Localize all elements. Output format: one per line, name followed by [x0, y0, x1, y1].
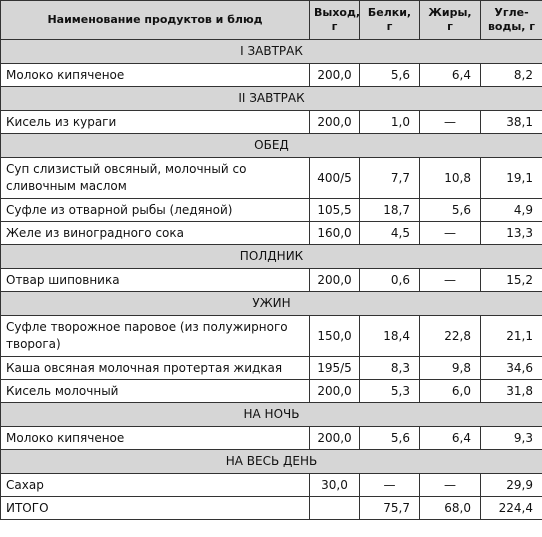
section-title: ОБЕД — [1, 134, 542, 158]
header-protein: Белки, г — [360, 1, 420, 40]
section-breakfast-1 — [1, 40, 542, 64]
protein-value: 5,6 — [360, 427, 420, 450]
protein-value: 0,6 — [360, 269, 420, 292]
table-row — [1, 269, 542, 292]
fat-value: — — [420, 474, 481, 497]
header-yield: Выход, г — [310, 1, 360, 40]
carbs-value: 29,9 — [481, 474, 542, 497]
yield-value: 400/5 — [310, 158, 360, 199]
fat-value: — — [420, 269, 481, 292]
fat-value: 5,6 — [420, 199, 481, 222]
total-label: ИТОГО — [1, 497, 310, 520]
table-row — [1, 474, 542, 497]
header-product-name: Наименование продуктов и блюд — [1, 1, 310, 40]
protein-value: — — [360, 474, 420, 497]
product-name: Суфле из отварной рыбы (ледяной) — [1, 199, 310, 222]
carbs-value: 21,1 — [481, 316, 542, 357]
yield-value: 200,0 — [310, 111, 360, 134]
product-name: Желе из виноградного сока — [1, 222, 310, 245]
header-carbs: Угле-воды, г — [481, 1, 542, 40]
fat-value: 6,4 — [420, 427, 481, 450]
header-row — [1, 1, 542, 40]
fat-value: 6,0 — [420, 380, 481, 403]
yield-value: 30,0 — [310, 474, 360, 497]
fat-value: — — [420, 111, 481, 134]
protein-value: 5,6 — [360, 64, 420, 87]
table-row — [1, 316, 542, 357]
total-row — [1, 497, 542, 520]
protein-total: 75,7 — [360, 497, 420, 520]
section-title: НА ВЕСЬ ДЕНЬ — [1, 450, 542, 474]
section-dinner — [1, 292, 542, 316]
section-night — [1, 403, 542, 427]
carbs-value: 8,2 — [481, 64, 542, 87]
fat-value: 9,8 — [420, 357, 481, 380]
yield-value: 200,0 — [310, 427, 360, 450]
table-row — [1, 357, 542, 380]
section-breakfast-2 — [1, 87, 542, 111]
fat-value: 6,4 — [420, 64, 481, 87]
yield-value: 200,0 — [310, 269, 360, 292]
yield-value: 195/5 — [310, 357, 360, 380]
protein-value: 7,7 — [360, 158, 420, 199]
carbs-value: 15,2 — [481, 269, 542, 292]
protein-value: 18,7 — [360, 199, 420, 222]
protein-value: 5,3 — [360, 380, 420, 403]
product-name: Молоко кипяченое — [1, 64, 310, 87]
product-name: Кисель из кураги — [1, 111, 310, 134]
protein-value: 8,3 — [360, 357, 420, 380]
section-whole-day — [1, 450, 542, 474]
carbs-total: 224,4 — [481, 497, 542, 520]
yield-value: 200,0 — [310, 380, 360, 403]
section-title: НА НОЧЬ — [1, 403, 542, 427]
yield-value: 160,0 — [310, 222, 360, 245]
carbs-value: 31,8 — [481, 380, 542, 403]
table-row — [1, 380, 542, 403]
yield-value: 105,5 — [310, 199, 360, 222]
carbs-value: 4,9 — [481, 199, 542, 222]
product-name: Сахар — [1, 474, 310, 497]
section-title: I ЗАВТРАК — [1, 40, 542, 64]
product-name: Молоко кипяченое — [1, 427, 310, 450]
carbs-value: 9,3 — [481, 427, 542, 450]
yield-value: 150,0 — [310, 316, 360, 357]
protein-value: 18,4 — [360, 316, 420, 357]
section-title: УЖИН — [1, 292, 542, 316]
section-title: II ЗАВТРАК — [1, 87, 542, 111]
fat-value: — — [420, 222, 481, 245]
table-row — [1, 222, 542, 245]
table-row — [1, 199, 542, 222]
section-title: ПОЛДНИК — [1, 245, 542, 269]
protein-value: 4,5 — [360, 222, 420, 245]
fat-value: 22,8 — [420, 316, 481, 357]
table-row — [1, 427, 542, 450]
product-name: Отвар шиповника — [1, 269, 310, 292]
section-afternoon-snack — [1, 245, 542, 269]
carbs-value: 19,1 — [481, 158, 542, 199]
table-row — [1, 64, 542, 87]
header-fat: Жиры, г — [420, 1, 481, 40]
product-name: Кисель молочный — [1, 380, 310, 403]
yield-value: 200,0 — [310, 64, 360, 87]
table-row — [1, 111, 542, 134]
product-name: Каша овсяная молочная протертая жидкая — [1, 357, 310, 380]
protein-value: 1,0 — [360, 111, 420, 134]
carbs-value: 34,6 — [481, 357, 542, 380]
carbs-value: 38,1 — [481, 111, 542, 134]
yield-value — [310, 497, 360, 520]
fat-total: 68,0 — [420, 497, 481, 520]
fat-value: 10,8 — [420, 158, 481, 199]
table-row — [1, 158, 542, 199]
section-lunch — [1, 134, 542, 158]
product-name: Суп слизистый овсяный, молочный со сливочным маслом — [1, 158, 310, 199]
carbs-value: 13,3 — [481, 222, 542, 245]
product-name: Суфле творожное паровое (из полужирного творога) — [1, 316, 310, 357]
